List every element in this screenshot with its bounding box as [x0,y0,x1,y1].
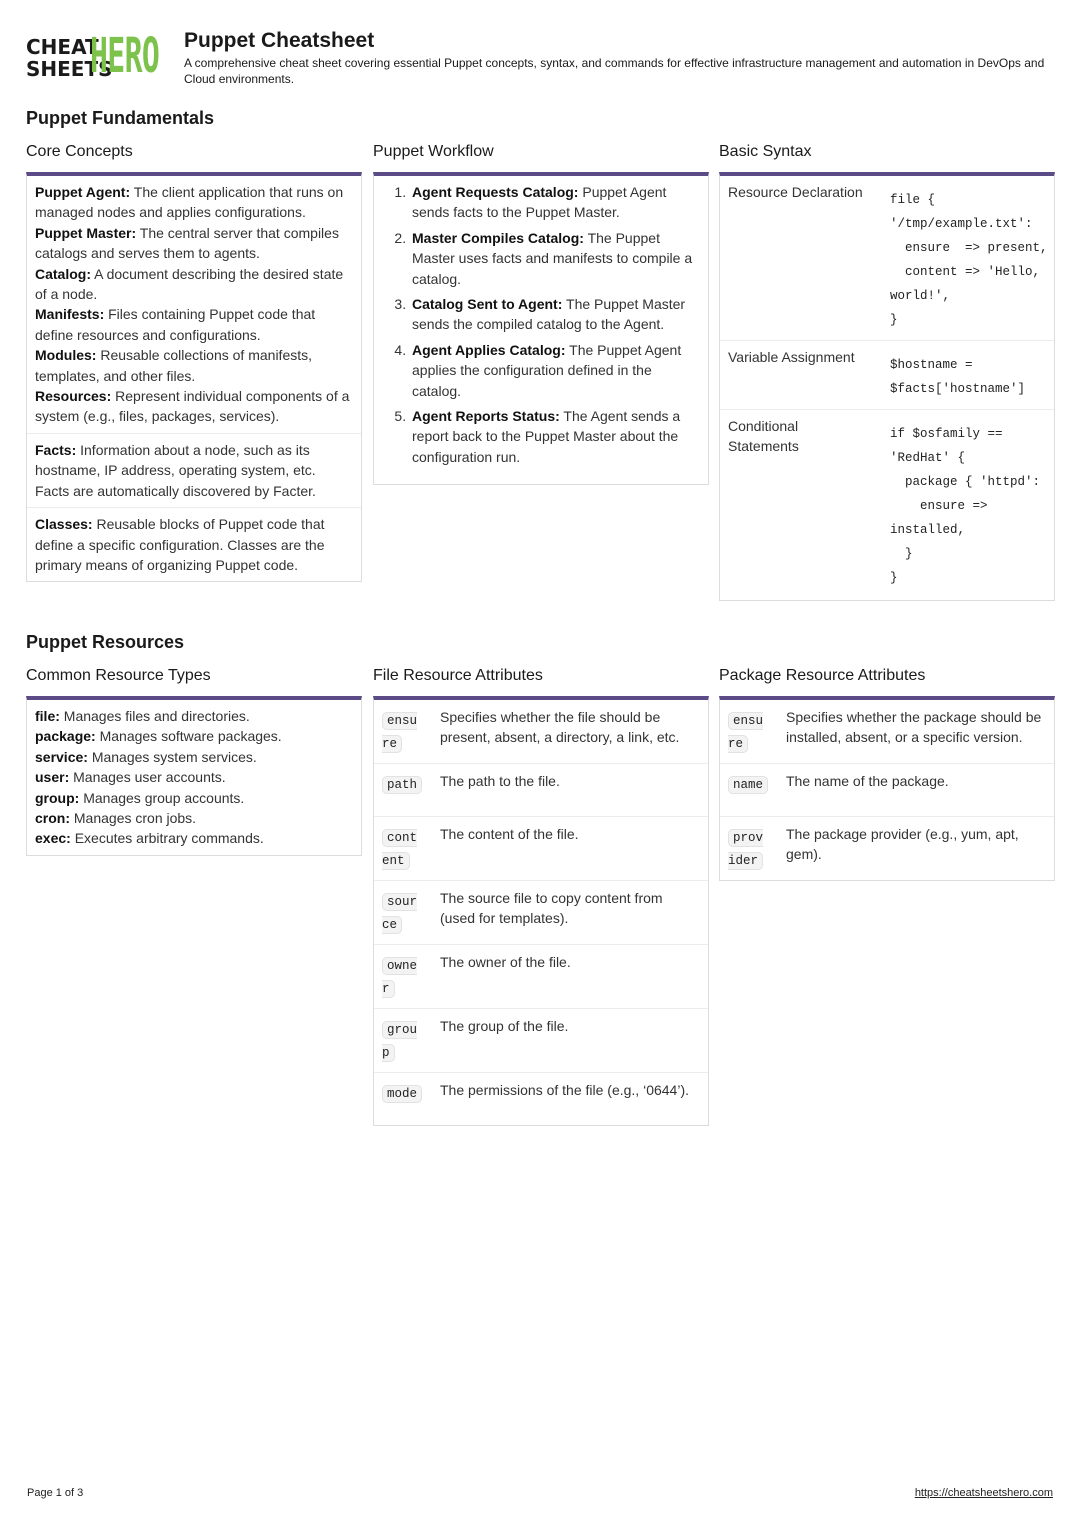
list-item: user: Manages user accounts. [35,769,226,786]
attr-name: owner [382,959,418,996]
card-core-concepts [26,172,362,582]
table-row [374,700,708,764]
attr-desc: The permissions of the file (e.g., ‘0644’). [428,1073,708,1126]
list-item: file: Manages files and directories. [35,708,250,724]
common-types-list [27,700,361,855]
code-block: if $osfamily == 'RedHat' { package { 'httpd': ensure => installed, } } [890,427,1041,585]
page-title: Puppet Cheatsheet [184,29,375,52]
list-item: 3. Catalog Sent to Agent: The Puppet Master sends the compiled catalog to the Agent. [410,294,700,335]
attr-desc: The content of the file. [428,817,708,881]
attr-desc: Specifies whether the package should be installed, absent, or a specific version. [786,709,1042,746]
card-heading-core-concepts: Core Concepts [26,143,133,160]
list-item: exec: Executes arbitrary commands. [35,830,264,847]
site-link[interactable]: https://cheatsheetshero.com [914,1487,1053,1499]
card-heading-package-attrs: Package Resource Attributes [719,667,926,684]
table-row [374,817,708,881]
card-workflow [373,172,709,485]
card-heading-workflow: Puppet Workflow [373,143,494,160]
list-item: Modules: Reusable collections of manifests, templates, and other files. [35,347,313,384]
list-item: Classes: Reusable blocks of Puppet code that define a specific configuration. Classes are the primary means of organizing Puppet code. [27,507,361,581]
list-item: 4. Agent Applies Catalog: The Puppet Agent applies the configuration defined in the catalog. [410,340,700,401]
table-row [374,1009,708,1073]
attr-name: ensure [728,714,764,751]
logo-sheets: SHEETS [26,57,113,81]
card-file-attrs [373,696,709,1126]
file-attrs-table [374,700,708,1125]
list-item: group: Manages group accounts. [35,789,245,806]
page-subtitle: A comprehensive cheat sheet covering essential Puppet concepts, syntax, and commands for effective infrastructure management and automation in DevOps and Cloud environments. [184,56,1045,86]
logo-cheat: CHEAT [26,35,99,59]
section-title-fundamentals: Puppet Fundamentals [26,108,215,128]
attr-desc: The owner of the file. [428,945,708,1009]
logo-hero: HERO [90,28,160,84]
logo [26,28,172,84]
card-heading-file-attrs: File Resource Attributes [373,667,543,684]
syntax-label: Conditional Statements [720,410,874,601]
card-common-types [26,696,362,856]
table-row [374,945,708,1009]
attr-name: group [382,1023,418,1060]
attr-name: provider [728,831,764,868]
package-attrs-table [720,700,1054,880]
card-heading-basic-syntax: Basic Syntax [719,143,812,160]
list-item: Facts: Information about a node, such as its hostname, IP address, operating system, etc. Facts are automatically discovered by Facter. [27,433,361,507]
attr-name: name [728,776,768,794]
attr-name: path [382,776,422,794]
syntax-table [720,176,1054,600]
list-item: 5. Agent Reports Status: The Agent sends a report back to the Puppet Master about the configuration run. [410,406,700,467]
attr-desc: The path to the file. [428,764,708,817]
card-heading-common-types: Common Resource Types [26,667,211,684]
list-item: Puppet Master: The central server that compiles catalogs and serves them to agents. [35,224,339,262]
table-row [374,764,708,817]
table-row [720,176,1054,341]
list-item: 2. Master Compiles Catalog: The Puppet Master uses facts and manifests to compile a catalog. [410,228,700,289]
list-item: cron: Manages cron jobs. [35,810,197,827]
syntax-label: Resource Declaration [728,184,863,200]
workflow-steps [374,176,708,482]
list-item: 1. Agent Requests Catalog: Puppet Agent sends facts to the Puppet Master. [410,182,700,223]
attr-desc: The source file to copy content from (used for templates). [428,881,708,945]
attr-name: mode [382,1085,422,1103]
attr-desc: The name of the package. [774,764,1054,817]
attr-name: ensure [382,714,418,751]
card-basic-syntax [719,172,1055,601]
syntax-label: Variable Assignment [720,341,874,410]
list-item: Resources: Represent individual components of a system (e.g., files, packages, services). [35,388,350,425]
table-row [720,700,1054,764]
table-row [720,410,1054,601]
core-concepts-list [27,176,361,433]
attr-desc: Specifies whether the file should be present, absent, a directory, a link, etc. [440,709,680,746]
list-item: Catalog: A document describing the desired state of a node. [35,265,344,303]
page-number: Page 1 of 3 [27,1487,84,1499]
code-block: $hostname = $facts['hostname'] [890,358,1026,396]
table-row [720,817,1054,881]
card-package-attrs [719,696,1055,881]
list-item: package: Manages software packages. [35,728,282,745]
list-item: service: Manages system services. [35,748,257,765]
code-block: file { '/tmp/example.txt': ensure => present, content => 'Hello, world!', } [890,193,1048,327]
attr-name: content [382,831,418,868]
attr-desc: The package provider (e.g., yum, apt, gem). [774,817,1054,881]
table-row [374,1073,708,1126]
attr-desc: The group of the file. [428,1009,708,1073]
section-title-resources: Puppet Resources [26,632,185,652]
table-row [720,341,1054,410]
list-item: Puppet Agent: The client application that runs on managed nodes and applies configurations. [35,184,344,221]
list-item: Manifests: Files containing Puppet code that define resources and configurations. [35,306,316,343]
attr-name: source [382,895,418,932]
table-row [374,881,708,945]
table-row [720,764,1054,817]
